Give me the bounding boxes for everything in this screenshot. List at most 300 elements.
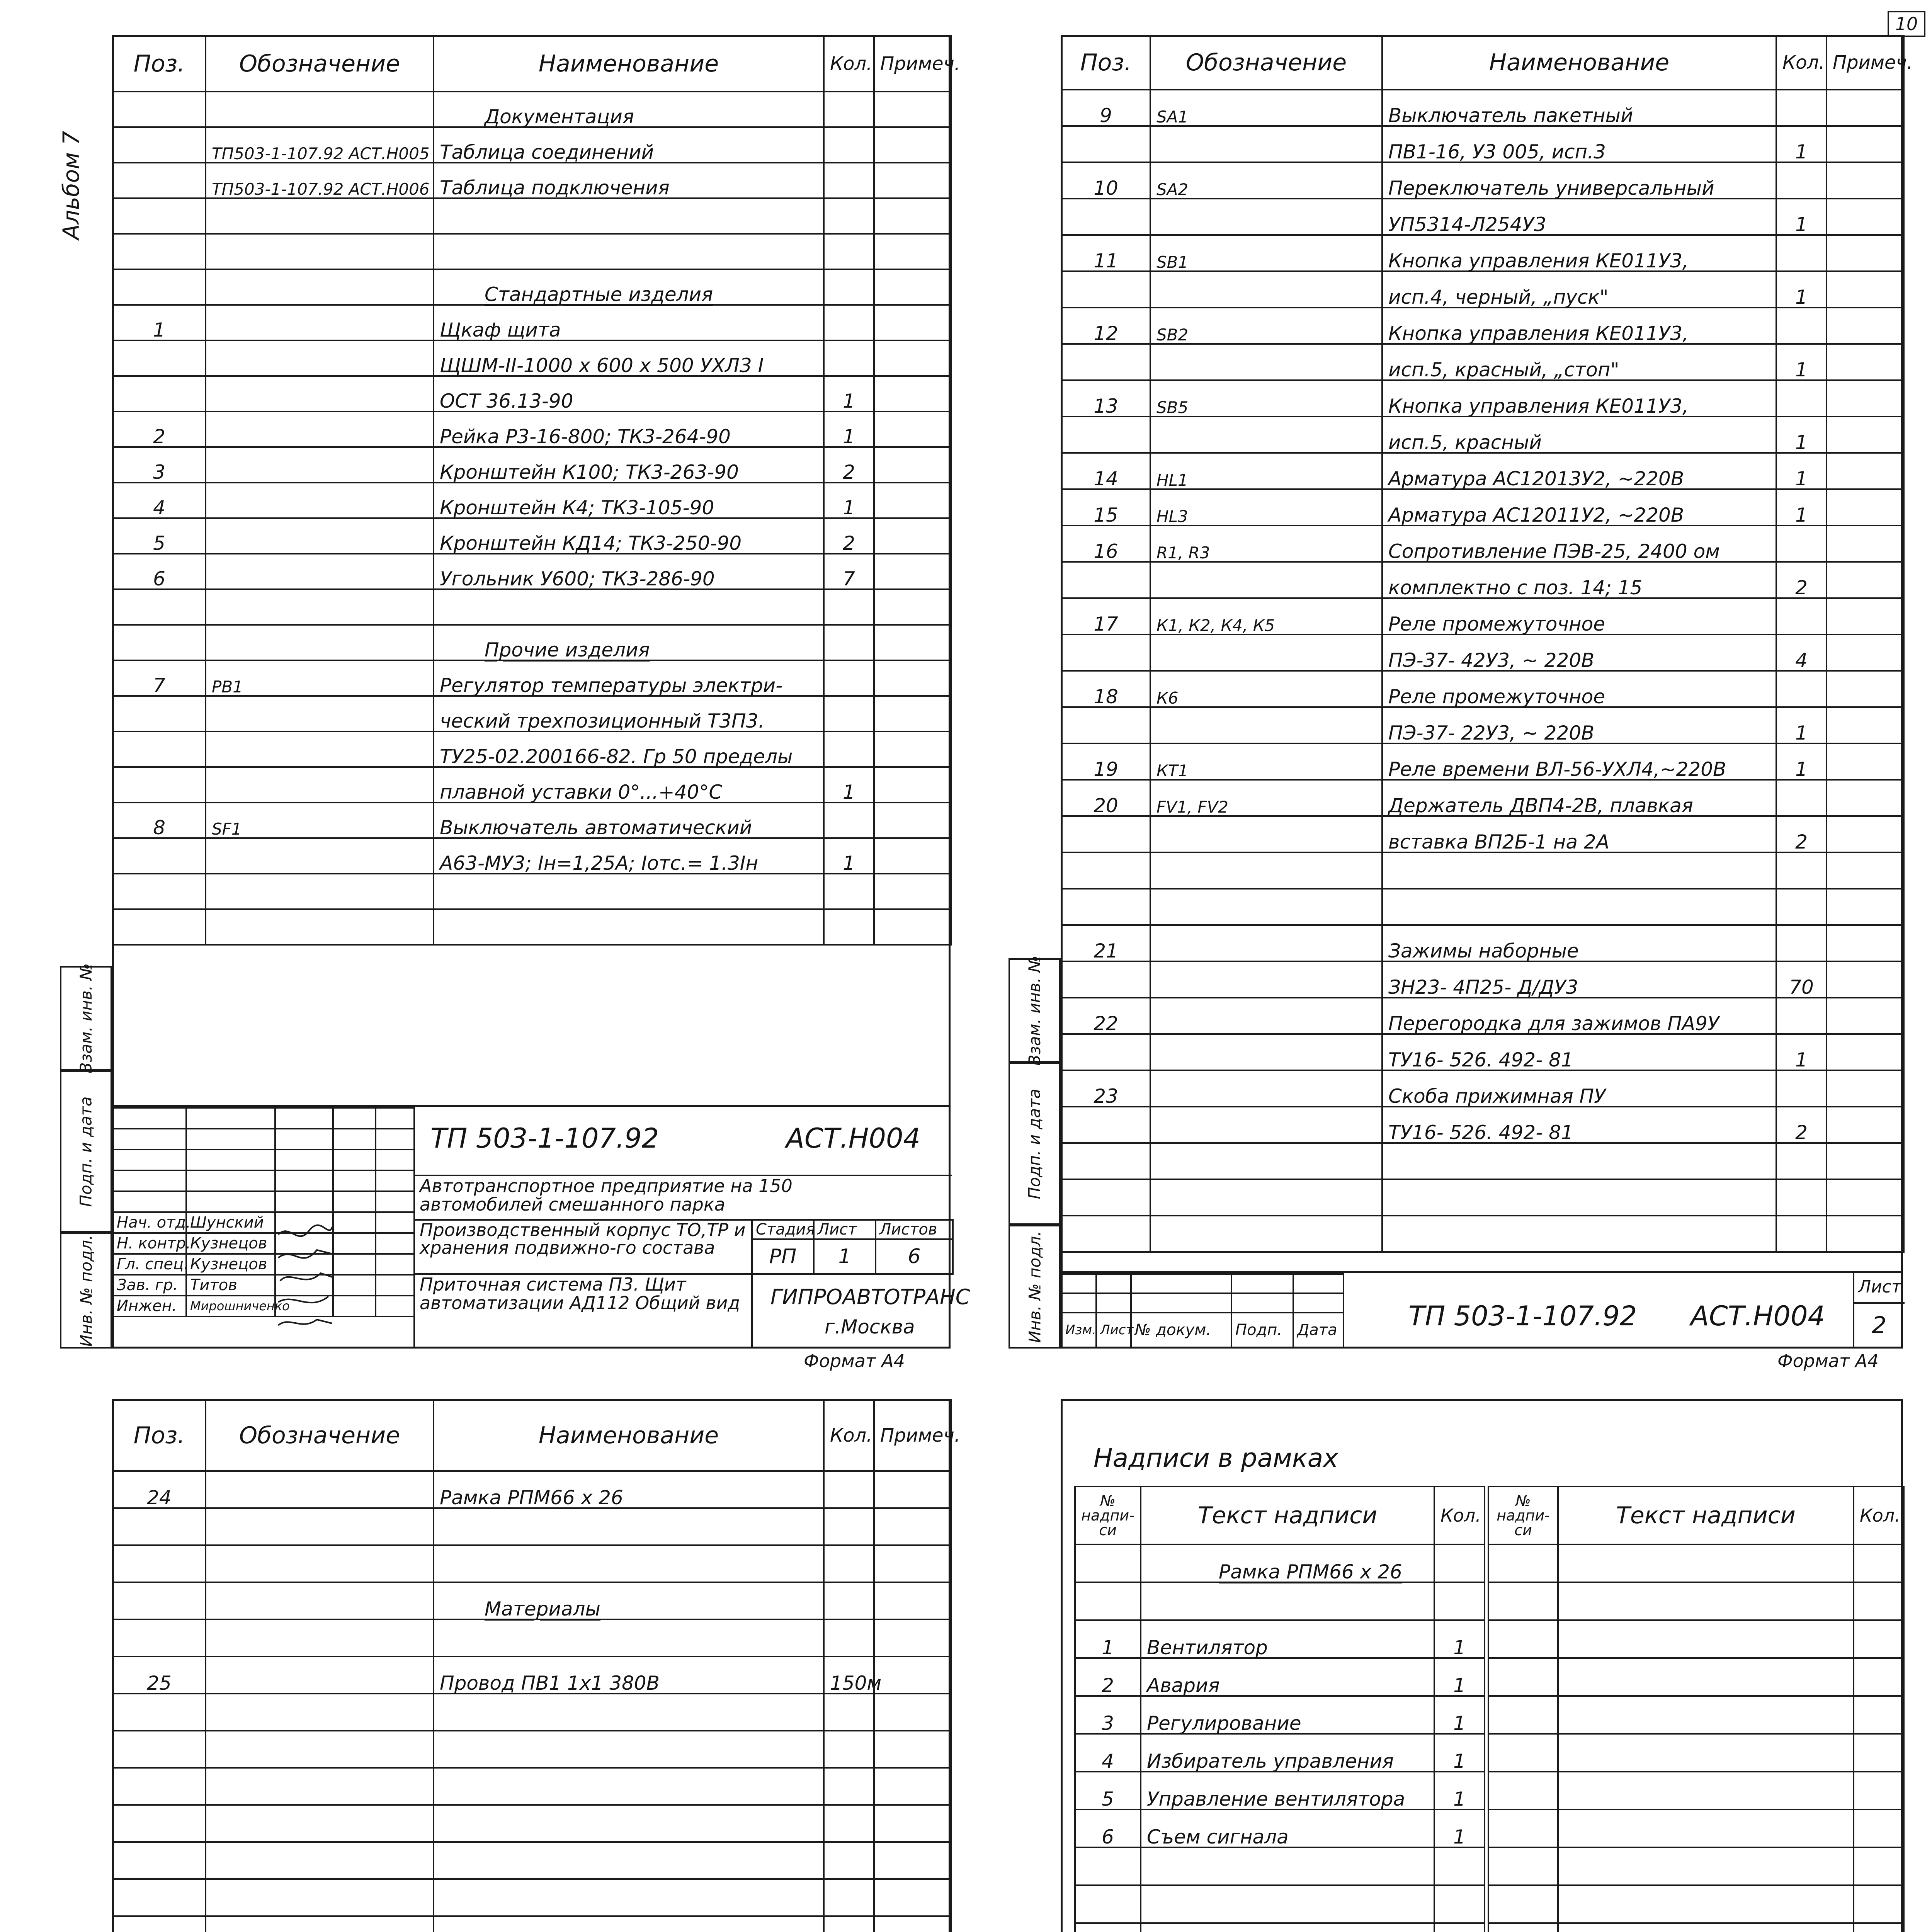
- spec-row: [1061, 1034, 1904, 1070]
- cell-kol: [824, 909, 874, 945]
- cell-prim: [874, 234, 951, 269]
- cell-kol: 1: [1776, 743, 1827, 780]
- cell-oboz: [206, 269, 434, 305]
- cell-kol: 150м: [824, 1656, 874, 1694]
- spec-row: [1061, 1143, 1904, 1179]
- cell-poz: 14: [1061, 453, 1150, 489]
- spec-row: [1061, 489, 1904, 526]
- spec-row: [113, 234, 951, 269]
- cell-prim: [874, 589, 951, 625]
- cell-poz: [113, 1805, 206, 1842]
- spec-row: [113, 1842, 951, 1879]
- album-label: Альбом 7: [58, 131, 84, 240]
- cell-naim: Скоба прижимная ПУ: [1382, 1070, 1776, 1107]
- label-row: [1075, 1772, 1485, 1810]
- cell-prim: [1827, 562, 1904, 598]
- spec-row: [1061, 562, 1904, 598]
- cell-kol: [824, 305, 874, 340]
- spec-row: [113, 1694, 951, 1731]
- cell-oboz: [206, 1694, 434, 1731]
- cell-oboz: [206, 767, 434, 803]
- spec-row: [1061, 199, 1904, 235]
- cell-poz: [113, 767, 206, 803]
- cell-kol: [1854, 1734, 1904, 1772]
- cell-oboz: [1150, 816, 1382, 852]
- cell-prim: [874, 163, 951, 198]
- cell-poz: 1: [113, 305, 206, 340]
- cell-prim: [1827, 162, 1904, 199]
- cell-poz: [1061, 1179, 1150, 1216]
- cell-poz: 7: [113, 660, 206, 696]
- cell-text: [1558, 1696, 1854, 1734]
- spec-row: [1061, 344, 1904, 380]
- cell-poz: [1061, 1107, 1150, 1143]
- cell-prim: [1827, 598, 1904, 634]
- cell-kol: [824, 696, 874, 731]
- cell-poz: 19: [1061, 743, 1150, 780]
- cell-prim: [1827, 453, 1904, 489]
- sheet2-spec-table: [1061, 35, 1913, 1253]
- cell-naim: [434, 1805, 824, 1842]
- cell-naim: [434, 909, 824, 945]
- cell-naim: [434, 1916, 824, 1932]
- side-inv-podl: Инв. № подл.: [60, 1233, 112, 1349]
- person-name: Кузнецов: [186, 1233, 275, 1254]
- spec-row: [113, 589, 951, 625]
- cell-prim: [874, 1545, 951, 1582]
- cell-kol: [1776, 925, 1827, 961]
- cell-naim: Угольник У600; ТК3-286-90: [434, 554, 824, 589]
- cell-naim: Переключатель универсальный: [1382, 162, 1776, 199]
- project-name: Автотранспортное предприятие на 150 автомобилей смешанного парка: [420, 1175, 793, 1215]
- cell-prim: [874, 909, 951, 945]
- label-row: [1488, 1923, 1904, 1932]
- label-row: [1488, 1847, 1904, 1885]
- cell-naim: Прочие изделия: [434, 625, 824, 660]
- cell-oboz: [206, 198, 434, 234]
- label-row: [1488, 1582, 1904, 1620]
- side-podp-data: Подп. и дата: [1009, 1063, 1061, 1225]
- cell-oboz: [206, 92, 434, 127]
- cell-kol: [1776, 380, 1827, 417]
- label-row: [1075, 1620, 1485, 1658]
- person-name: Мирошниченко: [186, 1296, 275, 1316]
- cell-oboz: [206, 1545, 434, 1582]
- cell-oboz: РВ1: [206, 660, 434, 696]
- cell-kol: [1434, 1544, 1485, 1582]
- cell-prim: [874, 305, 951, 340]
- cell-prim: [1827, 308, 1904, 344]
- cell-kol: [824, 340, 874, 376]
- cell-kol: [824, 803, 874, 838]
- cell-poz: [1061, 634, 1150, 671]
- cell-prim: [1827, 1216, 1904, 1252]
- cell-kol: [1854, 1544, 1904, 1582]
- cell-kol: [1776, 998, 1827, 1034]
- building-name: Производственный корпус ТО,ТР и хранения подвижно-го состава: [420, 1219, 746, 1258]
- cell-kol: 1: [1434, 1772, 1485, 1810]
- spec-row: [113, 625, 951, 660]
- cell-poz: [113, 1768, 206, 1805]
- cell-n: 3: [1075, 1696, 1141, 1734]
- cell-prim: [874, 838, 951, 874]
- cell-kol: [1776, 526, 1827, 562]
- cell-oboz: [206, 731, 434, 767]
- cell-kol: [1776, 1070, 1827, 1107]
- cell-kol: [1854, 1620, 1904, 1658]
- cell-poz: [113, 625, 206, 660]
- spec-row: [1061, 380, 1904, 417]
- cell-poz: 6: [113, 554, 206, 589]
- cell-naim: [434, 874, 824, 909]
- cell-poz: 17: [1061, 598, 1150, 634]
- spec-row: [1061, 889, 1904, 925]
- cell-poz: 25: [113, 1656, 206, 1694]
- cell-poz: [1061, 1143, 1150, 1179]
- cell-prim: [1827, 380, 1904, 417]
- cell-naim: исп.5, красный, „стоп": [1382, 344, 1776, 380]
- cell-n: 5: [1075, 1772, 1141, 1810]
- cell-prim: [874, 803, 951, 838]
- sheet1-format: Формат А4: [804, 1350, 905, 1371]
- role: Инжен.: [113, 1296, 186, 1316]
- cell-kol: [824, 731, 874, 767]
- cell-poz: [1061, 707, 1150, 743]
- cell-oboz: [1150, 925, 1382, 961]
- cell-oboz: [1150, 417, 1382, 453]
- cell-kol: [1854, 1923, 1904, 1932]
- cell-kol: [1776, 1143, 1827, 1179]
- cell-naim: [434, 589, 824, 625]
- cell-oboz: SA2: [1150, 162, 1382, 199]
- cell-oboz: [206, 1768, 434, 1805]
- cell-oboz: [206, 412, 434, 447]
- cell-oboz: К6: [1150, 671, 1382, 707]
- sheet4-title: Надписи в рамках: [1094, 1443, 1338, 1473]
- cell-kol: [1434, 1885, 1485, 1923]
- cell-poz: 13: [1061, 380, 1150, 417]
- cell-text: Вентилятор: [1141, 1620, 1434, 1658]
- label-row: [1075, 1582, 1485, 1620]
- cell-prim: [874, 1879, 951, 1916]
- cell-prim: [874, 767, 951, 803]
- cell-naim: ТУ16- 526. 492- 81: [1382, 1034, 1776, 1070]
- cell-n: [1075, 1923, 1141, 1932]
- cell-prim: [1827, 634, 1904, 671]
- cell-prim: [874, 483, 951, 518]
- cell-prim: [1827, 235, 1904, 271]
- spec-row: [1061, 417, 1904, 453]
- org-name: ГИПРОАВТОТРАНС: [770, 1285, 970, 1309]
- col-n: № надпи-си: [1075, 1486, 1141, 1544]
- cell-naim: ПЭ-37- 42У3, ~ 220В: [1382, 634, 1776, 671]
- cell-oboz: [1150, 271, 1382, 308]
- cell-kol: [1434, 1923, 1485, 1932]
- cell-poz: [113, 589, 206, 625]
- cell-poz: 2: [113, 412, 206, 447]
- label-row: [1075, 1885, 1485, 1923]
- cell-text: [1558, 1923, 1854, 1932]
- col-n: № надпи-си: [1488, 1486, 1558, 1544]
- spec-row: [1061, 526, 1904, 562]
- spec-row: [113, 376, 951, 412]
- cell-naim: Таблица подключения: [434, 163, 824, 198]
- cell-oboz: [206, 1471, 434, 1508]
- cell-n: [1075, 1544, 1141, 1582]
- spec-row: [1061, 1070, 1904, 1107]
- cell-kol: 1: [1776, 489, 1827, 526]
- side-vzam-inv: Взам. инв. №: [60, 966, 112, 1070]
- role: Нач. отд.: [113, 1212, 186, 1233]
- cell-prim: [874, 1582, 951, 1619]
- spec-row: [113, 412, 951, 447]
- cell-naim: ческий трехпозиционный Т3П3.: [434, 696, 824, 731]
- cell-kol: [824, 1842, 874, 1879]
- cell-prim: [874, 269, 951, 305]
- cell-kol: [1434, 1582, 1485, 1620]
- cell-oboz: [206, 340, 434, 376]
- cell-kol: [1854, 1885, 1904, 1923]
- cell-n: [1488, 1734, 1558, 1772]
- cell-oboz: [206, 625, 434, 660]
- role: Н. контр.: [113, 1233, 186, 1254]
- cell-naim: ОСТ 36.13-90: [434, 376, 824, 412]
- cell-prim: [1827, 1070, 1904, 1107]
- cell-kol: [1776, 852, 1827, 889]
- spec-row: [1061, 90, 1904, 126]
- cell-poz: [113, 376, 206, 412]
- cell-kol: 1: [1776, 344, 1827, 380]
- cell-kol: 1: [1434, 1620, 1485, 1658]
- spec-row: [113, 909, 951, 945]
- cell-prim: [1827, 743, 1904, 780]
- col-kol: Кол.: [824, 36, 874, 92]
- cell-naim: Кнопка управления КЕ011У3,: [1382, 380, 1776, 417]
- cell-oboz: R1, R3: [1150, 526, 1382, 562]
- spec-row: [113, 803, 951, 838]
- cell-naim: ЩШМ-II-1000 х 600 х 500 УХЛ3 I: [434, 340, 824, 376]
- cell-kol: 1: [824, 838, 874, 874]
- role: Зав. гр.: [113, 1275, 186, 1296]
- cell-poz: [113, 1508, 206, 1545]
- cell-prim: [874, 874, 951, 909]
- cell-oboz: [1150, 1216, 1382, 1252]
- cell-kol: [824, 1731, 874, 1768]
- cell-naim: Таблица соединений: [434, 127, 824, 163]
- cell-prim: [1827, 1179, 1904, 1216]
- cell-naim: Документация: [434, 92, 824, 127]
- cell-kol: 1: [1776, 1034, 1827, 1070]
- spec-row: [1061, 598, 1904, 634]
- cell-oboz: [1150, 1034, 1382, 1070]
- spec-row: [113, 554, 951, 589]
- spec-row: [113, 198, 951, 234]
- cell-poz: 8: [113, 803, 206, 838]
- cell-prim: [1827, 271, 1904, 308]
- spec-row: [113, 1805, 951, 1842]
- cell-naim: [434, 234, 824, 269]
- title-main-box: [413, 1107, 970, 1349]
- cell-naim: [1382, 1179, 1776, 1216]
- cell-naim: [434, 1768, 824, 1805]
- cell-prim: [874, 1916, 951, 1932]
- cell-kol: [1854, 1696, 1904, 1734]
- cell-text: Избиратель управления: [1141, 1734, 1434, 1772]
- spec-row: [113, 1545, 951, 1582]
- spec-row: [113, 660, 951, 696]
- cell-oboz: [1150, 1179, 1382, 1216]
- cell-poz: [1061, 1034, 1150, 1070]
- cell-oboz: [1150, 199, 1382, 235]
- cell-kol: 1: [1776, 453, 1827, 489]
- spec-row: [113, 518, 951, 554]
- spec-row: [1061, 235, 1904, 271]
- cell-kol: 1: [1434, 1658, 1485, 1696]
- cell-prim: [874, 376, 951, 412]
- cell-oboz: SA1: [1150, 90, 1382, 126]
- spec-row: [113, 305, 951, 340]
- cell-oboz: [206, 1508, 434, 1545]
- spec-row: [1061, 998, 1904, 1034]
- side-inv-podl: Инв. № подл.: [1009, 1225, 1061, 1349]
- cell-naim: Арматура АС12013У2, ~220В: [1382, 453, 1776, 489]
- col-prim: Примеч.: [1827, 36, 1904, 90]
- cell-naim: ТУ25-02.200166-82. Гр 50 пределы: [434, 731, 824, 767]
- cell-prim: [874, 1471, 951, 1508]
- cell-poz: [1061, 562, 1150, 598]
- col-kol: Кол.: [824, 1400, 874, 1471]
- cell-kol: 2: [1776, 1107, 1827, 1143]
- cell-poz: [113, 1879, 206, 1916]
- spec-row: [113, 1582, 951, 1619]
- cell-poz: [113, 874, 206, 909]
- spec-row: [113, 1656, 951, 1694]
- cell-naim: ТУ16- 526. 492- 81: [1382, 1107, 1776, 1143]
- sheet2-stamp: Изм. Лист № докум. Подп. Дата ТП 503-1-107.92 АСТ.Н004 Лист 2: [1061, 1271, 1903, 1350]
- cell-oboz: [206, 518, 434, 554]
- cell-oboz: [206, 376, 434, 412]
- cell-oboz: [206, 1731, 434, 1768]
- spec-row: [1061, 126, 1904, 162]
- spec-row: [1061, 1179, 1904, 1216]
- cell-oboz: [1150, 889, 1382, 925]
- cell-prim: [874, 1805, 951, 1842]
- cell-kol: 7: [824, 554, 874, 589]
- cell-oboz: [206, 1879, 434, 1916]
- cell-oboz: КТ1: [1150, 743, 1382, 780]
- spec-row: [113, 1879, 951, 1916]
- spec-row: [113, 340, 951, 376]
- label-row: [1075, 1847, 1485, 1885]
- sheet4-right-table: [1488, 1486, 1905, 1932]
- cell-n: [1075, 1582, 1141, 1620]
- cell-oboz: [206, 483, 434, 518]
- cell-kol: [1854, 1810, 1904, 1847]
- cell-kol: [1776, 235, 1827, 271]
- cell-prim: [1827, 816, 1904, 852]
- sheet2-format: Формат А4: [1777, 1350, 1879, 1371]
- label-row: [1075, 1544, 1485, 1582]
- side-vzam-inv: Взам. инв. №: [1009, 958, 1061, 1063]
- cell-naim: [434, 1619, 824, 1656]
- cell-text: [1558, 1620, 1854, 1658]
- spec-row: [1061, 162, 1904, 199]
- cell-poz: 10: [1061, 162, 1150, 199]
- cell-n: [1488, 1620, 1558, 1658]
- cell-kol: [1434, 1847, 1485, 1885]
- cell-kol: [824, 1508, 874, 1545]
- cell-kol: 1: [824, 376, 874, 412]
- cell-oboz: [206, 305, 434, 340]
- cell-naim: [1382, 889, 1776, 925]
- cell-naim: Провод ПВ1 1х1 380В: [434, 1656, 824, 1694]
- spec-row: [1061, 453, 1904, 489]
- cell-kol: [1776, 889, 1827, 925]
- cell-n: [1488, 1923, 1558, 1932]
- cell-poz: [113, 1694, 206, 1731]
- person-name: Шунский: [186, 1212, 275, 1233]
- cell-kol: 70: [1776, 961, 1827, 998]
- cell-naim: плавной уставки 0°...+40°С: [434, 767, 824, 803]
- col-text: Текст надписи: [1141, 1486, 1434, 1544]
- spec-row: [113, 127, 951, 163]
- label-row: [1488, 1696, 1904, 1734]
- cell-kol: [1854, 1772, 1904, 1810]
- cell-kol: [1776, 308, 1827, 344]
- sheet-number: 2: [1872, 1312, 1887, 1339]
- cell-oboz: HL1: [1150, 453, 1382, 489]
- cell-prim: [1827, 889, 1904, 925]
- cell-naim: ПВ1-16, У3 005, исп.3: [1382, 126, 1776, 162]
- cell-text: [1558, 1658, 1854, 1696]
- cell-text: Управление вентилятора: [1141, 1772, 1434, 1810]
- cell-poz: 18: [1061, 671, 1150, 707]
- cell-kol: [824, 1768, 874, 1805]
- col-kol: Кол.: [1776, 36, 1827, 90]
- cell-prim: [1827, 1107, 1904, 1143]
- cell-prim: [1827, 925, 1904, 961]
- spec-row: [1061, 1216, 1904, 1252]
- signatures: [274, 1223, 336, 1335]
- spec-row: [1061, 961, 1904, 998]
- spec-row: [1061, 780, 1904, 816]
- cell-n: [1488, 1772, 1558, 1810]
- cell-naim: Кнопка управления КЕ011У3,: [1382, 235, 1776, 271]
- cell-prim: [874, 1508, 951, 1545]
- cell-poz: [1061, 417, 1150, 453]
- cell-oboz: [1150, 707, 1382, 743]
- spec-row: [113, 767, 951, 803]
- cell-poz: [113, 909, 206, 945]
- cell-prim: [874, 731, 951, 767]
- spec-row: [113, 696, 951, 731]
- cell-poz: 21: [1061, 925, 1150, 961]
- cell-oboz: HL3: [1150, 489, 1382, 526]
- spec-row: [113, 1508, 951, 1545]
- doc-code: ТП 503-1-107.92: [430, 1122, 659, 1154]
- cell-prim: [1827, 961, 1904, 998]
- cell-text: [1558, 1734, 1854, 1772]
- cell-kol: 2: [1776, 562, 1827, 598]
- cell-naim: Кнопка управления КЕ011У3,: [1382, 308, 1776, 344]
- cell-oboz: [1150, 344, 1382, 380]
- cell-poz: 11: [1061, 235, 1150, 271]
- cell-naim: [434, 1508, 824, 1545]
- staff-grid: [112, 1107, 415, 1317]
- cell-kol: 2: [824, 518, 874, 554]
- org-city: г.Москва: [825, 1316, 915, 1338]
- cell-naim: Зажимы наборные: [1382, 925, 1776, 961]
